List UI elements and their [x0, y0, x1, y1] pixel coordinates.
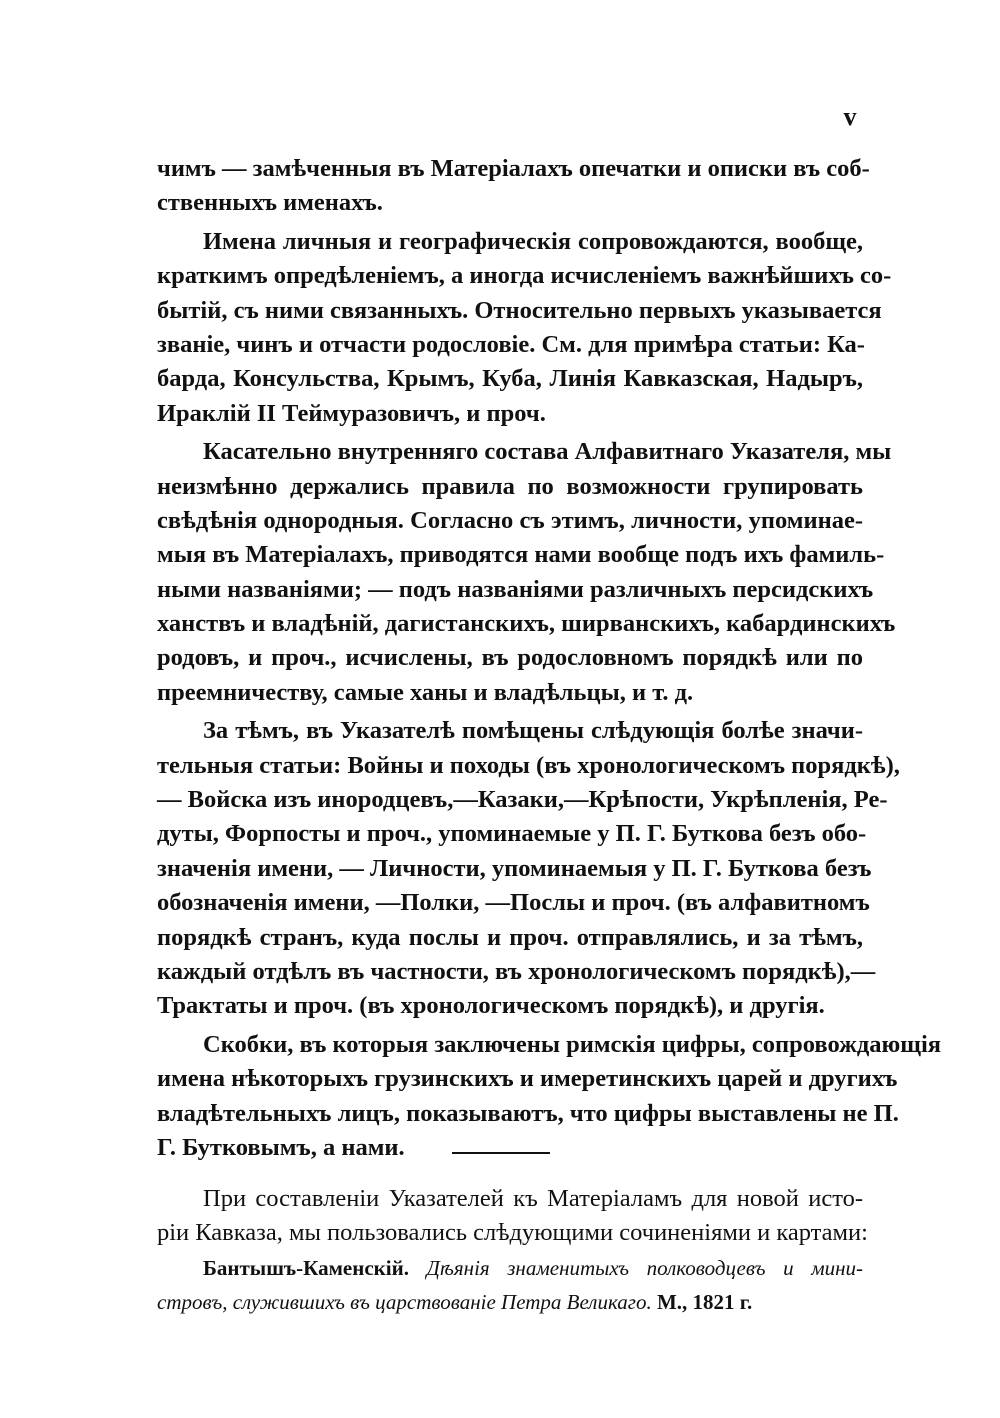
- section-divider: [452, 1152, 550, 1154]
- text-line: За тѣмъ, въ Указателѣ помѣщены слѣдующія болѣе значи-: [203, 717, 863, 745]
- text-line: преемничеству, самые ханы и владѣльцы, и т. д.: [157, 678, 694, 706]
- text-line: Касательно внутренняго состава Алфавитнаго Указателя, мы: [203, 438, 892, 466]
- bib-title: Дѣянія знаменитыхъ полководцевъ и мини-: [426, 1255, 864, 1280]
- bib-imprint: М., 1821 г.: [656, 1290, 753, 1315]
- text-line: званіе, чинъ и отчасти родословіе. См. для примѣра статьи: Ка-: [157, 330, 865, 358]
- bib-line: [157, 1251, 863, 1285]
- text-line: бытій, съ ними связанныхъ. Относительно первыхъ указывается: [157, 296, 882, 324]
- paragraph-4: [157, 714, 900, 1024]
- text-line: краткимъ опредѣленіемъ, а иногда исчисленіемъ важнѣйшихъ со-: [157, 262, 892, 290]
- text-line: При составленіи Указателей къ Матеріаламъ для новой исто-: [203, 1185, 863, 1212]
- text-line: имена нѣкоторыхъ грузинскихъ и имеретинскихъ царей и другихъ: [157, 1065, 898, 1093]
- text-line: Г. Бутковымъ, а нами.: [157, 1133, 405, 1161]
- bib-title: стровъ, служившихъ въ царствованіе Петра Великаго.: [157, 1290, 652, 1315]
- text-line: свѣдѣнія однородныя. Согласно съ этимъ, личности, упоминае-: [157, 506, 863, 534]
- text-line: родовъ, и проч., исчислены, въ родословномъ порядкѣ или по: [157, 644, 863, 672]
- text-line: чимъ — замѣченныя въ Матеріалахъ опечатки и описки въ соб-: [157, 155, 870, 182]
- text-line: — Войска изъ инородцевъ,—Казаки,—Крѣпости, Укрѣпленія, Ре-: [157, 786, 888, 814]
- text-line: владѣтельныхъ лицъ, показываютъ, что цифры выставлены не П.: [157, 1099, 899, 1127]
- bibliography-entry: [157, 1251, 863, 1320]
- text-line: барда, Консульства, Крымъ, Куба, Линія Кавказская, Надыръ,: [157, 365, 863, 393]
- text-line: обозначенія имени, —Полки, —Послы и проч. (въ алфавитномъ: [157, 889, 870, 917]
- text-line: дуты, Форпосты и проч., упоминаемые у П. Г. Буткова безъ обо-: [157, 820, 867, 848]
- text-line: значенія имени, — Личности, упоминаемыя у П. Г. Буткова безъ: [157, 854, 872, 882]
- text-line: Имена личныя и географическія сопровождаются, вообще,: [203, 227, 863, 255]
- text-line: Ираклій II Теймуразовичъ, и проч.: [157, 399, 546, 427]
- text-line: Трактаты и проч. (въ хронологическомъ порядкѣ), и другія.: [157, 992, 825, 1020]
- references-section: [157, 1182, 868, 1320]
- text-line: ственныхъ именахъ.: [157, 189, 383, 217]
- text-line: неизмѣнно держались правила по возможности групировать: [157, 472, 863, 500]
- paragraph-2: [157, 225, 892, 431]
- text-line: мыя въ Матеріалахъ, приводятся нами вообще подъ ихъ фамиль-: [157, 541, 885, 569]
- text-line: ханствъ и владѣній, дагистанскихъ, ширванскихъ, кабардинскихъ: [157, 610, 896, 638]
- paragraph-5: [157, 1028, 942, 1166]
- references-intro: [157, 1182, 868, 1251]
- text-line: порядкѣ странъ, куда послы и проч. отправлялись, и за тѣмъ,: [157, 923, 863, 951]
- text-line: тельныя статьи: Войны и походы (въ хронологическомъ порядкѣ),: [157, 751, 900, 779]
- bib-line: [157, 1285, 863, 1319]
- page-number: v: [843, 102, 857, 131]
- bib-author: Бантышъ-Каменскій.: [203, 1255, 409, 1280]
- text-line: Скобки, въ которыя заключены римскія цифры, сопровождающія: [203, 1030, 942, 1058]
- text-line: ными названіями; — подъ названіями различныхъ персидскихъ: [157, 575, 874, 603]
- paragraph-3: [157, 435, 896, 710]
- text-line: ріи Кавказа, мы пользовались слѣдующими сочиненіями и картами:: [157, 1219, 868, 1247]
- body-text: [157, 152, 942, 1165]
- paragraph-1: [157, 152, 870, 221]
- text-line: каждый отдѣлъ въ частности, въ хронологическомъ порядкѣ),—: [157, 957, 876, 985]
